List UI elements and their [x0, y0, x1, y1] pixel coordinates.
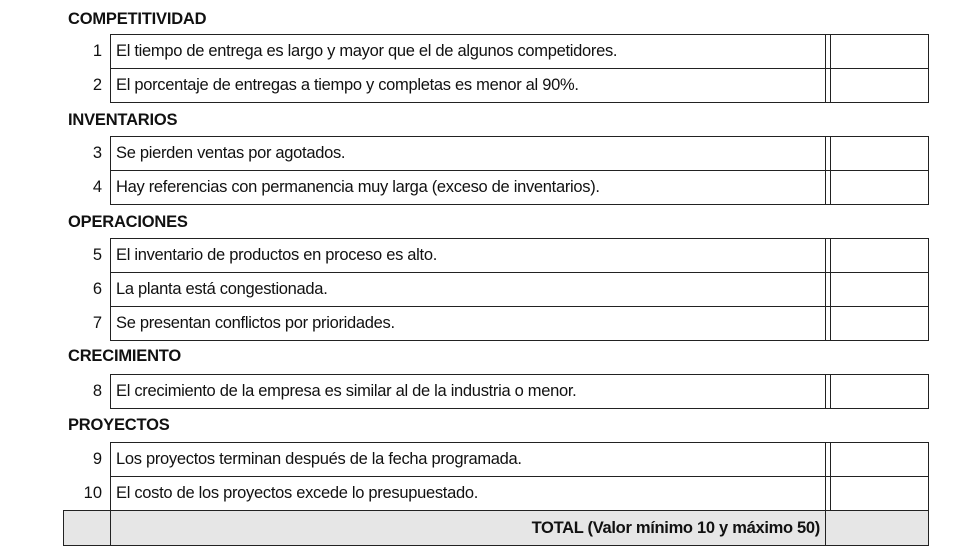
- section-header: OPERACIONES: [68, 213, 188, 231]
- item-number: 7: [92, 314, 102, 332]
- total-row: [63, 510, 929, 546]
- table-row: [0, 136, 930, 170]
- section-header: COMPETITIVIDAD: [68, 10, 207, 28]
- table-row: [0, 374, 930, 408]
- table-row: [0, 170, 930, 204]
- table-row: [0, 34, 930, 68]
- item-statement: Los proyectos terminan después de la fecha programada.: [110, 442, 831, 477]
- score-cell[interactable]: [825, 170, 929, 205]
- item-number: 3: [92, 144, 102, 162]
- table-row: [0, 68, 930, 102]
- item-statement: El inventario de productos en proceso es alto.: [110, 238, 831, 273]
- table-row: [0, 306, 930, 340]
- item-number: 5: [92, 246, 102, 264]
- item-number: 2: [92, 76, 102, 94]
- item-number: 8: [92, 382, 102, 400]
- item-statement: Hay referencias con permanencia muy larga (exceso de inventarios).: [110, 170, 831, 205]
- item-statement: El costo de los proyectos excede lo presupuestado.: [110, 476, 831, 511]
- score-cell[interactable]: [825, 238, 929, 273]
- score-cell[interactable]: [825, 374, 929, 409]
- item-number: 10: [83, 484, 102, 502]
- item-number: 6: [92, 280, 102, 298]
- divider: [110, 511, 111, 545]
- item-statement: El crecimiento de la empresa es similar al de la industria o menor.: [110, 374, 831, 409]
- score-cell[interactable]: [825, 442, 929, 477]
- total-score-cell[interactable]: [825, 511, 826, 545]
- item-statement: El porcentaje de entregas a tiempo y completas es menor al 90%.: [110, 68, 831, 103]
- item-number: 1: [92, 42, 102, 60]
- table-row: [0, 272, 930, 306]
- score-cell[interactable]: [825, 272, 929, 307]
- score-cell[interactable]: [825, 476, 929, 511]
- table-row: [0, 238, 930, 272]
- score-cell[interactable]: [825, 306, 929, 341]
- section-header: INVENTARIOS: [68, 111, 178, 129]
- item-statement: El tiempo de entrega es largo y mayor que el de algunos competidores.: [110, 34, 831, 69]
- score-cell[interactable]: [825, 136, 929, 171]
- table-row: [0, 442, 930, 476]
- score-cell[interactable]: [825, 34, 929, 69]
- score-cell[interactable]: [825, 68, 929, 103]
- item-statement: Se pierden ventas por agotados.: [110, 136, 831, 171]
- section-header: PROYECTOS: [68, 416, 170, 434]
- section-header: CRECIMIENTO: [68, 347, 182, 365]
- total-label: TOTAL (Valor mínimo 10 y máximo 50): [531, 519, 820, 537]
- item-number: 4: [92, 178, 102, 196]
- item-statement: Se presentan conflictos por prioridades.: [110, 306, 831, 341]
- table-row: [0, 476, 930, 510]
- item-statement: La planta está congestionada.: [110, 272, 831, 307]
- item-number: 9: [92, 450, 102, 468]
